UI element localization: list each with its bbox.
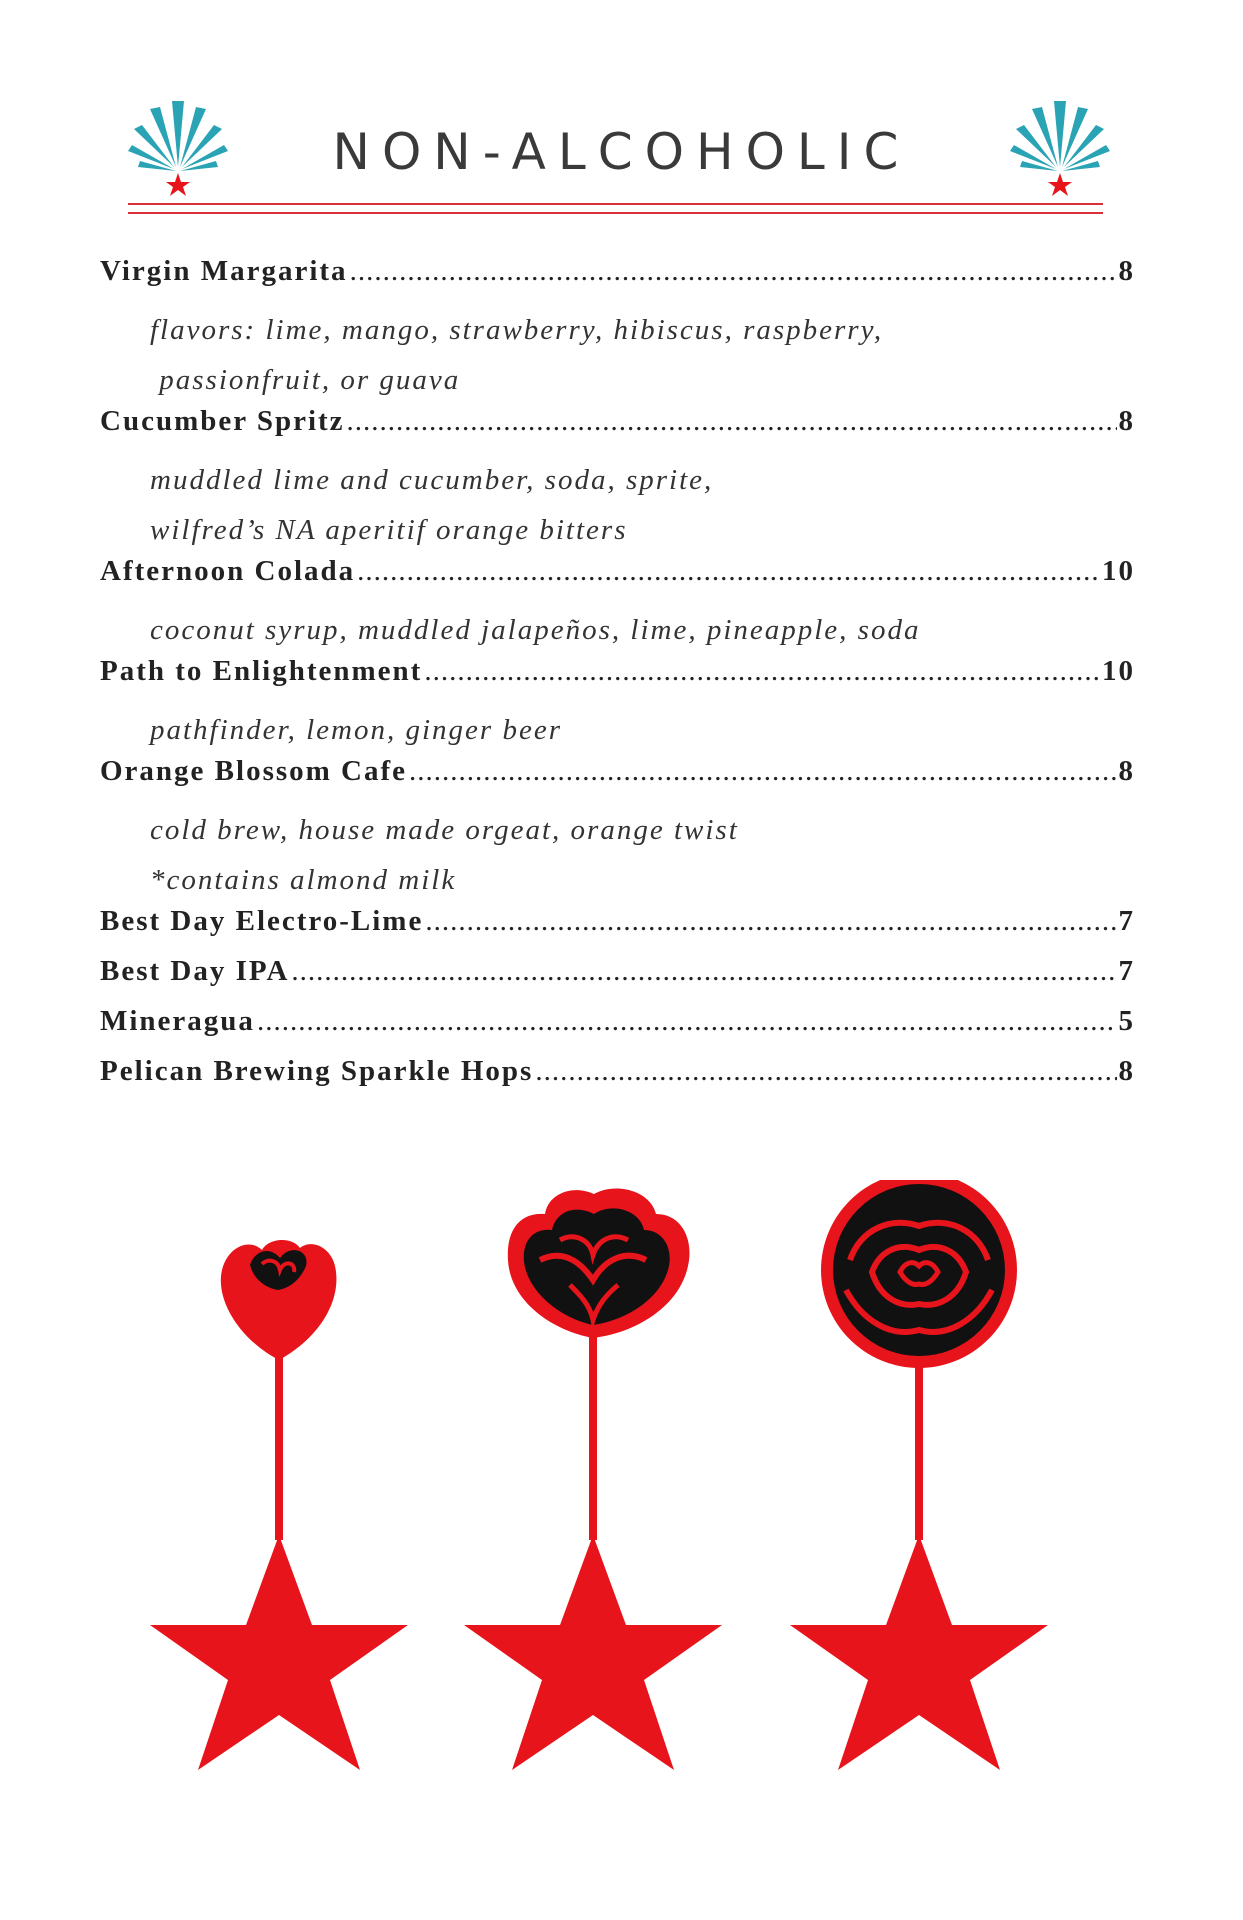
menu-header	[0, 95, 1243, 225]
item-description: cold brew, house made orgeat, orange twist	[150, 814, 739, 846]
header-rule-bottom	[128, 212, 1103, 214]
item-name: Orange Blossom Cafe	[100, 755, 408, 787]
item-name: Pelican Brewing Sparkle Hops	[100, 1055, 534, 1087]
item-name: Best Day Electro-Lime	[100, 905, 424, 937]
item-name: Afternoon Colada	[100, 555, 356, 587]
item-name: Virgin Margarita	[100, 255, 348, 287]
dot-leader	[291, 955, 1116, 988]
item-price: 10	[1102, 655, 1135, 687]
item-description: *contains almond milk	[150, 864, 457, 896]
item-description: flavors: lime, mango, strawberry, hibiscus, raspberry,	[150, 314, 884, 346]
dot-leader	[535, 1055, 1116, 1088]
dot-leader	[347, 405, 1117, 438]
item-description: muddled lime and cucumber, soda, sprite,	[150, 464, 714, 496]
item-description: pathfinder, lemon, ginger beer	[150, 714, 562, 746]
dot-leader	[350, 255, 1117, 288]
menu-list	[100, 255, 1135, 1105]
dot-leader	[409, 755, 1116, 788]
item-price: 8	[1118, 255, 1135, 287]
menu-item	[100, 255, 1135, 305]
item-price: 5	[1118, 1005, 1135, 1037]
item-name: Cucumber Spritz	[100, 405, 345, 437]
full-rose-star-icon	[790, 1180, 1048, 1770]
dot-leader	[257, 1005, 1117, 1038]
menu-item	[100, 405, 1135, 455]
dot-leader	[357, 555, 1100, 588]
item-description: passionfruit, or guava	[150, 364, 461, 396]
item-price: 8	[1118, 1055, 1135, 1087]
page-title: NON-ALCOHOLIC	[332, 123, 911, 181]
item-price: 7	[1118, 955, 1135, 987]
menu-item	[100, 755, 1135, 805]
blooming-rose-star-icon	[464, 1188, 722, 1770]
item-name: Mineragua	[100, 1005, 255, 1037]
item-description: wilfred’s NA aperitif orange bitters	[150, 514, 628, 546]
dot-leader	[425, 905, 1116, 938]
item-price: 8	[1118, 755, 1135, 787]
dot-leader	[424, 655, 1100, 688]
item-price: 10	[1102, 555, 1135, 587]
menu-item	[100, 1005, 1135, 1055]
rosebud-star-icon	[150, 1240, 408, 1770]
menu-item	[100, 555, 1135, 605]
menu-item	[100, 905, 1135, 955]
item-description: coconut syrup, muddled jalapeños, lime, pineapple, soda	[150, 614, 921, 646]
header-rule-top	[128, 203, 1103, 205]
agave-star-icon	[1010, 95, 1110, 205]
item-price: 7	[1118, 905, 1135, 937]
menu-item	[100, 655, 1135, 705]
item-name: Path to Enlightenment	[100, 655, 423, 687]
menu-item	[100, 955, 1135, 1005]
item-name: Best Day IPA	[100, 955, 290, 987]
rose-star-illustration	[0, 1180, 1243, 1780]
item-price: 8	[1118, 405, 1135, 437]
menu-item	[100, 1055, 1135, 1105]
